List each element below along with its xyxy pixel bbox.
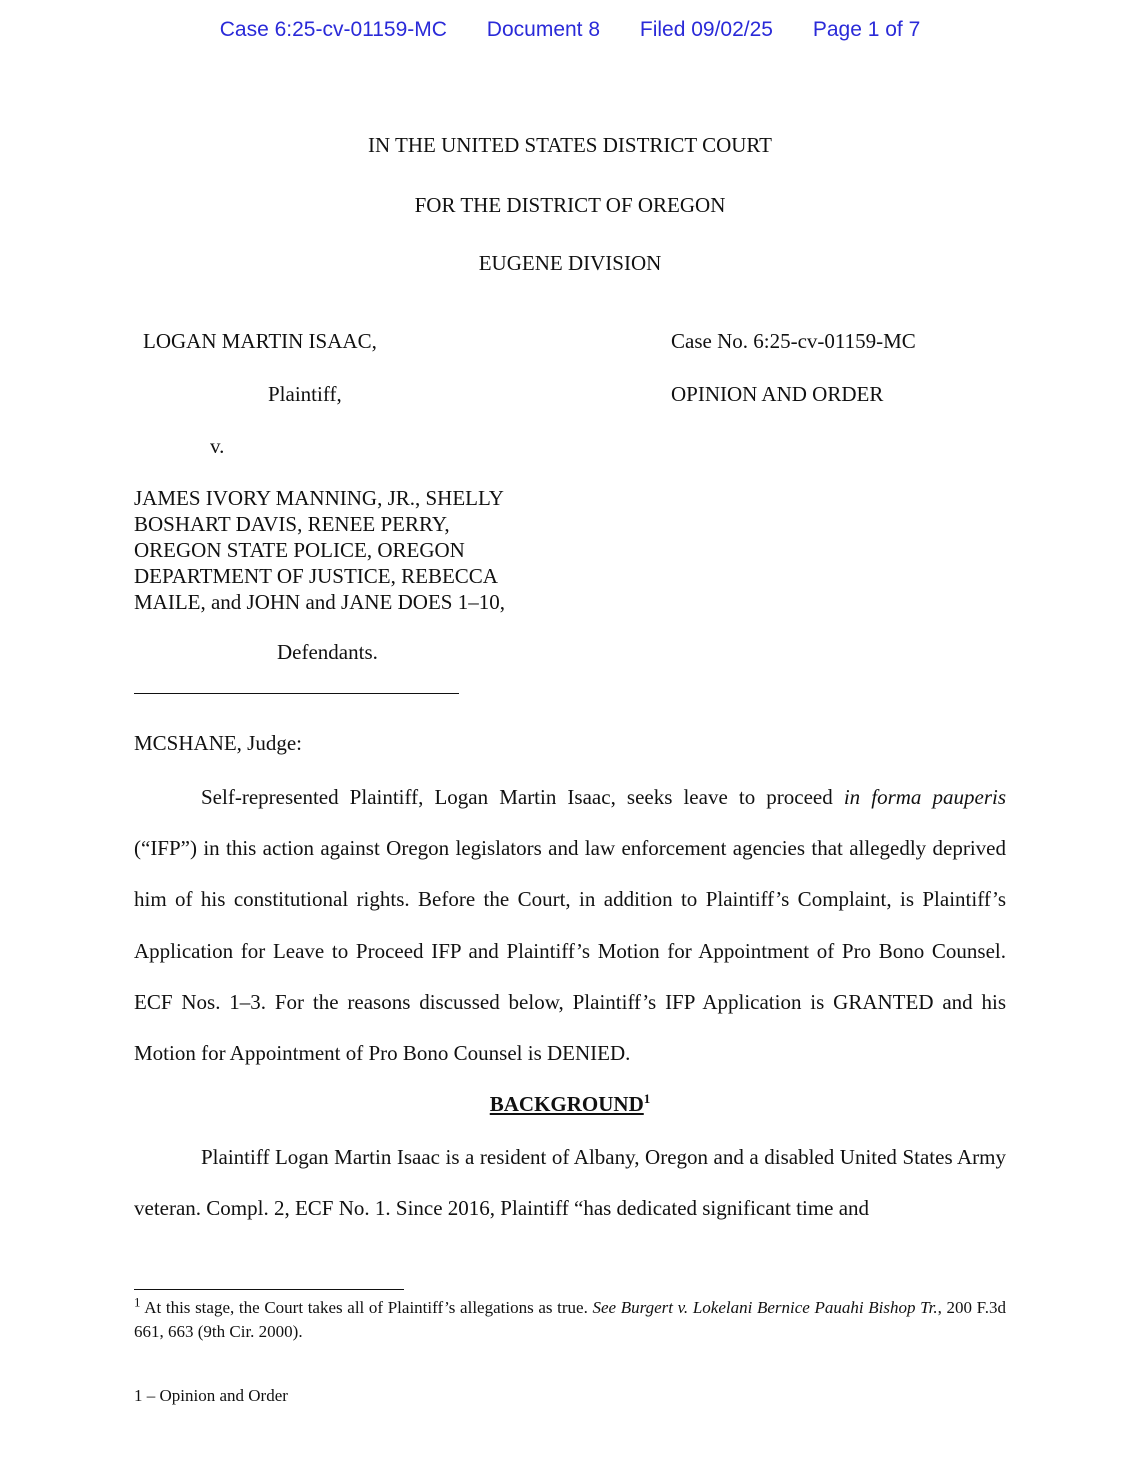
background-heading-text: BACKGROUND	[489, 1092, 644, 1116]
court-name-line: IN THE UNITED STATES DISTRICT COURT	[367, 133, 773, 157]
plaintiff-name: LOGAN MARTIN ISAAC,	[143, 329, 377, 353]
background-heading	[0, 1092, 1140, 1117]
intro-italic-term: in forma pauperis	[843, 785, 1007, 809]
background-text: Plaintiff Logan Martin Isaac is a resident of Albany, Oregon and a disabled United States Army veteran. Compl. 2, ECF No. 1. Since 2016, Plaintiff “has dedicated significant time and	[134, 1145, 1006, 1221]
intro-text-rest: (“IFP”) in this action against Oregon legislators and law enforcement agencies that allegedly deprived him of his constitutional rights. Before the Court, in addition to Plaintiff’s Complaint, is Plaintiff’s Application for Leave to Proceed IFP and Plaintiff’s Motion for Appointment of Pro Bono Counsel. ECF Nos. 1–3. For the reasons discussed below, Plaintiff’s IFP Application is GRANTED and his Motion for Appointment of Pro Bono Counsel is DENIED.	[134, 836, 1006, 1066]
defendants-role: Defendants.	[277, 640, 378, 664]
court-district-line: FOR THE DISTRICT OF OREGON	[414, 193, 726, 217]
footnote-divider	[134, 1289, 404, 1290]
defendants-line: BOSHART DAVIS, RENEE PERRY,	[134, 512, 450, 536]
footnote-citation: See Burgert v. Lokelani Bernice Pauahi Bishop Tr.	[592, 1298, 938, 1317]
court-division-line: EUGENE DIVISION	[478, 251, 662, 275]
footnote-reference: 1	[643, 1091, 651, 1106]
versus-label: v.	[210, 434, 225, 458]
defendants-line: JAMES IVORY MANNING, JR., SHELLY	[134, 486, 504, 510]
footnote-marker: 1	[134, 1294, 141, 1310]
intro-paragraph	[134, 772, 1006, 1079]
footnote-citation-rest: , 200 F.3d 661, 663 (9th Cir. 2000).	[134, 1298, 1007, 1341]
background-paragraph	[134, 1132, 1006, 1234]
defendants-list	[134, 485, 505, 615]
header-page-count: Page 1 of 7	[812, 18, 921, 41]
header-filed-date: Filed 09/02/25	[639, 18, 773, 41]
defendants-line: OREGON STATE POLICE, OREGON	[134, 538, 465, 562]
defendants-line: DEPARTMENT OF JUSTICE, REBECCA	[134, 564, 498, 588]
defendants-line: MAILE, and JOHN and JANE DOES 1–10,	[134, 590, 505, 614]
judge-line: MCSHANE, Judge:	[134, 731, 303, 755]
intro-text-start: Self-represented Plaintiff, Logan Martin Isaac, seeks leave to proceed	[201, 785, 844, 809]
header-document-number: Document 8	[486, 18, 601, 41]
document-title: OPINION AND ORDER	[671, 382, 884, 406]
case-number: Case No. 6:25-cv-01159-MC	[671, 329, 916, 353]
caption-divider	[134, 693, 459, 694]
ecf-header-stamp	[0, 18, 1140, 42]
footnote-text: At this stage, the Court takes all of Plaintiff’s allegations as true.	[140, 1298, 593, 1317]
plaintiff-role: Plaintiff,	[268, 382, 342, 406]
page-footer: 1 – Opinion and Order	[134, 1386, 288, 1405]
header-case-number: Case 6:25-cv-01159-MC	[219, 18, 447, 41]
footnote	[134, 1296, 1006, 1344]
